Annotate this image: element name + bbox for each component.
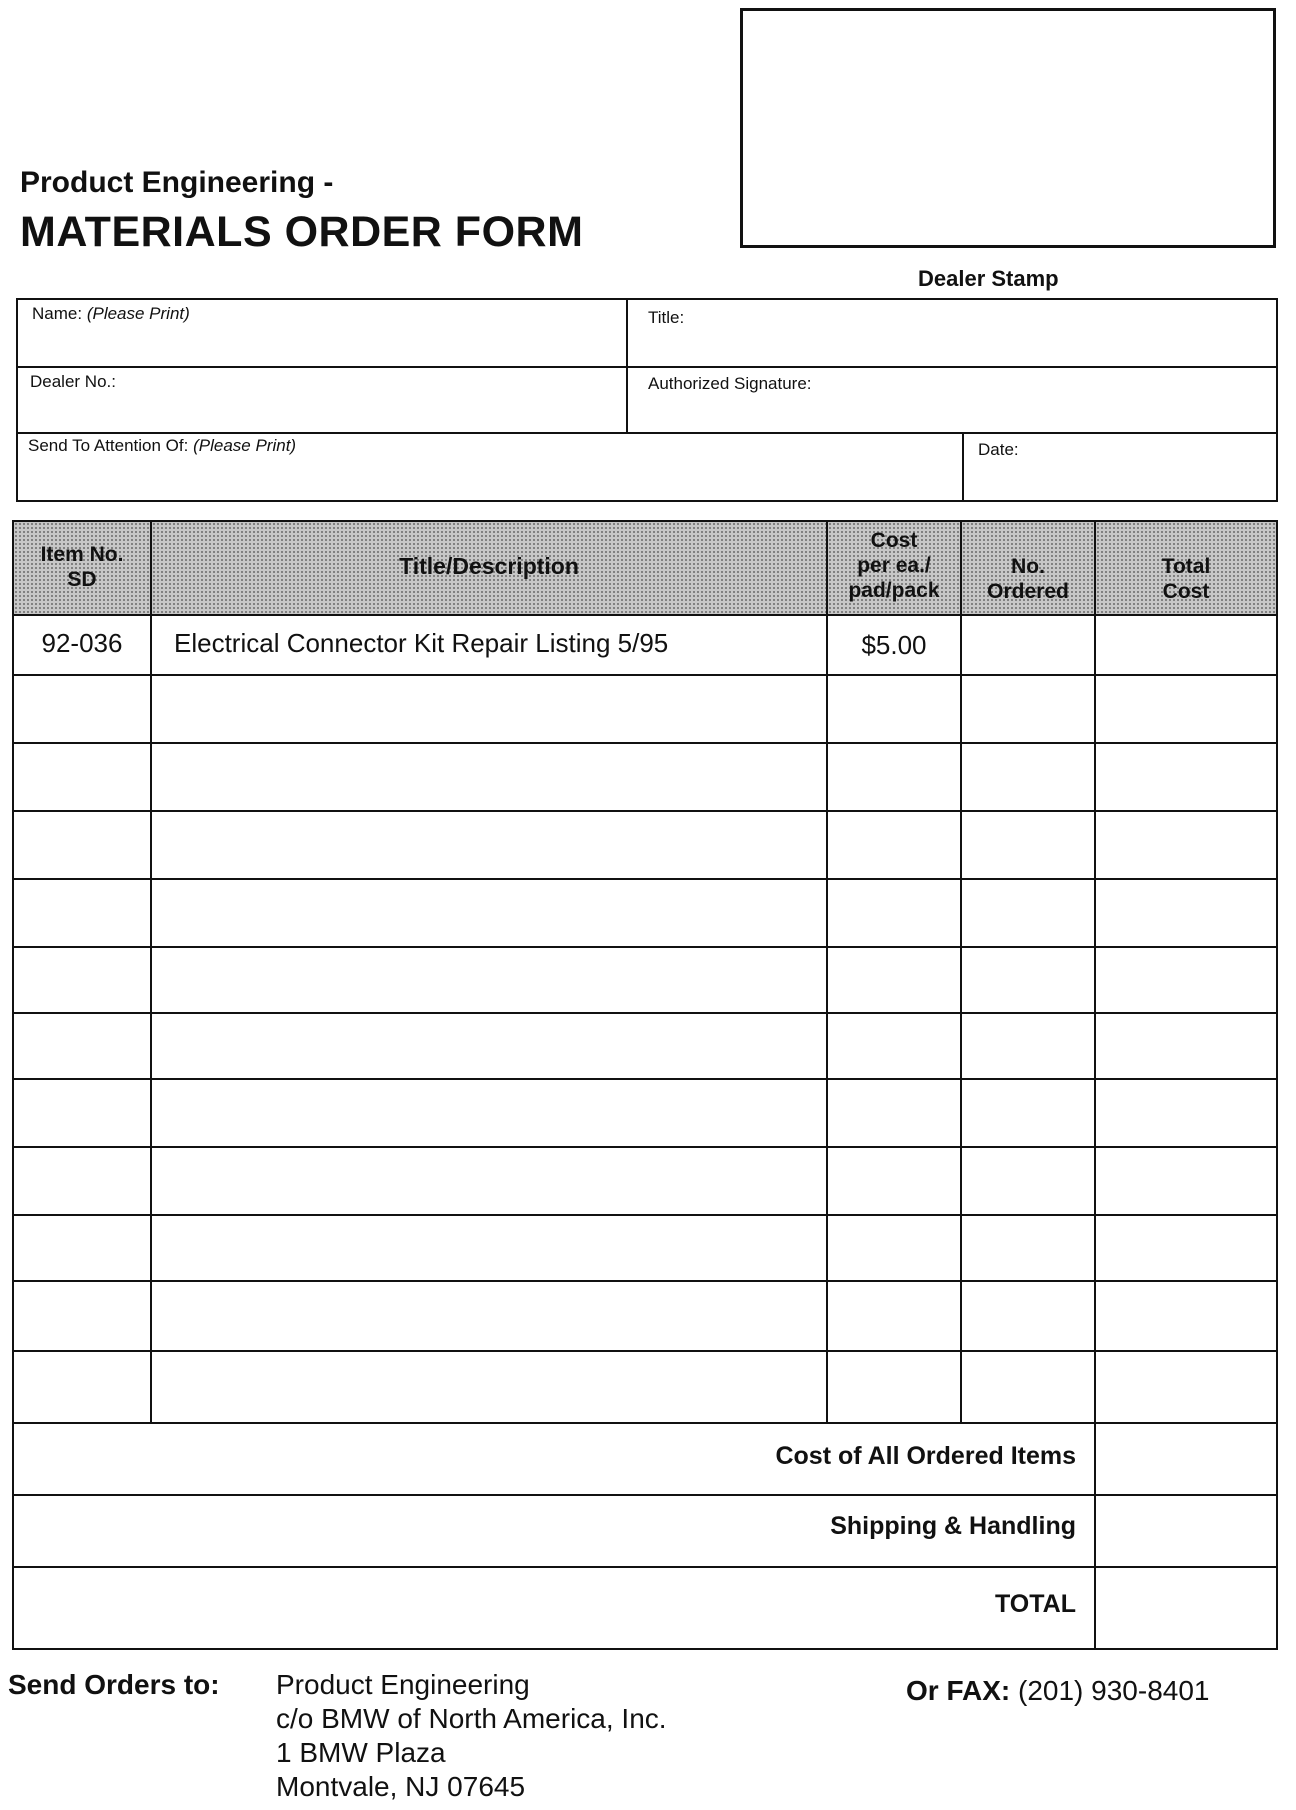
name-label: Name:: [32, 304, 83, 323]
dealer-stamp-label: Dealer Stamp: [918, 266, 1059, 291]
row-divider: [14, 614, 1276, 616]
row-divider: [14, 1566, 1276, 1568]
dealer-stamp-box[interactable]: [740, 8, 1276, 248]
total-label: TOTAL: [994, 1590, 1076, 1618]
row-divider: [14, 1078, 1276, 1080]
dealer-no-label: Dealer No.:: [30, 372, 116, 391]
dealer-info-box: [16, 298, 1278, 502]
row-divider: [14, 1012, 1276, 1014]
col-header-line: pad/pack: [848, 579, 940, 602]
divider: [626, 300, 628, 432]
column-divider: [960, 522, 962, 1422]
col-header-total-cost: [1096, 554, 1276, 604]
row-divider: [14, 742, 1276, 744]
col-header-line: per ea./: [857, 554, 931, 577]
column-divider: [1094, 522, 1096, 1648]
cell-item-no: 92-036: [41, 628, 123, 658]
row-divider: [14, 878, 1276, 880]
col-header-line: Cost: [870, 529, 918, 552]
address-line: Montvale, NJ 07645: [276, 1771, 526, 1802]
title-label: Title:: [648, 308, 685, 327]
cell-cost: $5.00: [861, 630, 927, 660]
dealer-no-field[interactable]: [30, 372, 116, 392]
date-label: Date:: [978, 440, 1019, 459]
fax-number: (201) 930-8401: [1018, 1675, 1210, 1706]
divider: [962, 432, 964, 500]
cell-description: Electrical Connector Kit Repair Listing 5/95: [174, 628, 669, 658]
cost-all-items-label: Cost of All Ordered Items: [775, 1442, 1076, 1470]
col-header-line: SD: [67, 568, 97, 591]
col-header-item-no: [14, 542, 150, 592]
title-field[interactable]: [648, 308, 684, 328]
signature-label: Authorized Signature:: [648, 374, 812, 393]
shipping-handling-label: Shipping & Handling: [830, 1512, 1076, 1540]
col-header-description: [152, 554, 826, 579]
col-header-line: Total: [1161, 555, 1211, 578]
row-divider: [14, 1280, 1276, 1282]
attention-field[interactable]: [28, 436, 296, 456]
divider: [18, 366, 1276, 368]
row-divider: [14, 810, 1276, 812]
signature-field[interactable]: [648, 374, 812, 394]
row-divider: [14, 1146, 1276, 1148]
row-divider: [14, 1494, 1276, 1496]
date-field[interactable]: [978, 440, 1019, 460]
col-header-line: Item No.: [40, 543, 124, 566]
address-line: 1 BMW Plaza: [276, 1737, 446, 1768]
name-field[interactable]: [32, 304, 190, 324]
col-header-line: Title/Description: [399, 553, 579, 579]
fax-label: Or FAX:: [906, 1675, 1011, 1706]
row-divider: [14, 1214, 1276, 1216]
send-orders-label: Send Orders to:: [8, 1669, 220, 1700]
name-hint: (Please Print): [86, 304, 190, 323]
address-line: Product Engineering: [276, 1669, 530, 1700]
fax-info: [906, 1674, 1210, 1708]
col-header-ordered: [962, 554, 1094, 604]
attention-hint: (Please Print): [193, 436, 297, 455]
form-title: MATERIALS ORDER FORM: [20, 208, 584, 256]
col-header-line: Ordered: [987, 580, 1069, 603]
form-subtitle: Product Engineering -: [20, 166, 334, 199]
address-line: c/o BMW of North America, Inc.: [276, 1703, 667, 1734]
column-divider: [150, 522, 152, 1422]
divider: [18, 432, 1276, 434]
col-header-line: Cost: [1162, 580, 1210, 603]
col-header-cost: [828, 528, 960, 603]
row-divider: [14, 946, 1276, 948]
col-header-line: No.: [1011, 555, 1045, 578]
attention-label: Send To Attention Of:: [28, 436, 189, 455]
row-divider: [14, 1350, 1276, 1352]
row-divider: [14, 1422, 1276, 1424]
mailing-address: [276, 1668, 667, 1804]
row-divider: [14, 674, 1276, 676]
order-table: [12, 520, 1278, 1650]
